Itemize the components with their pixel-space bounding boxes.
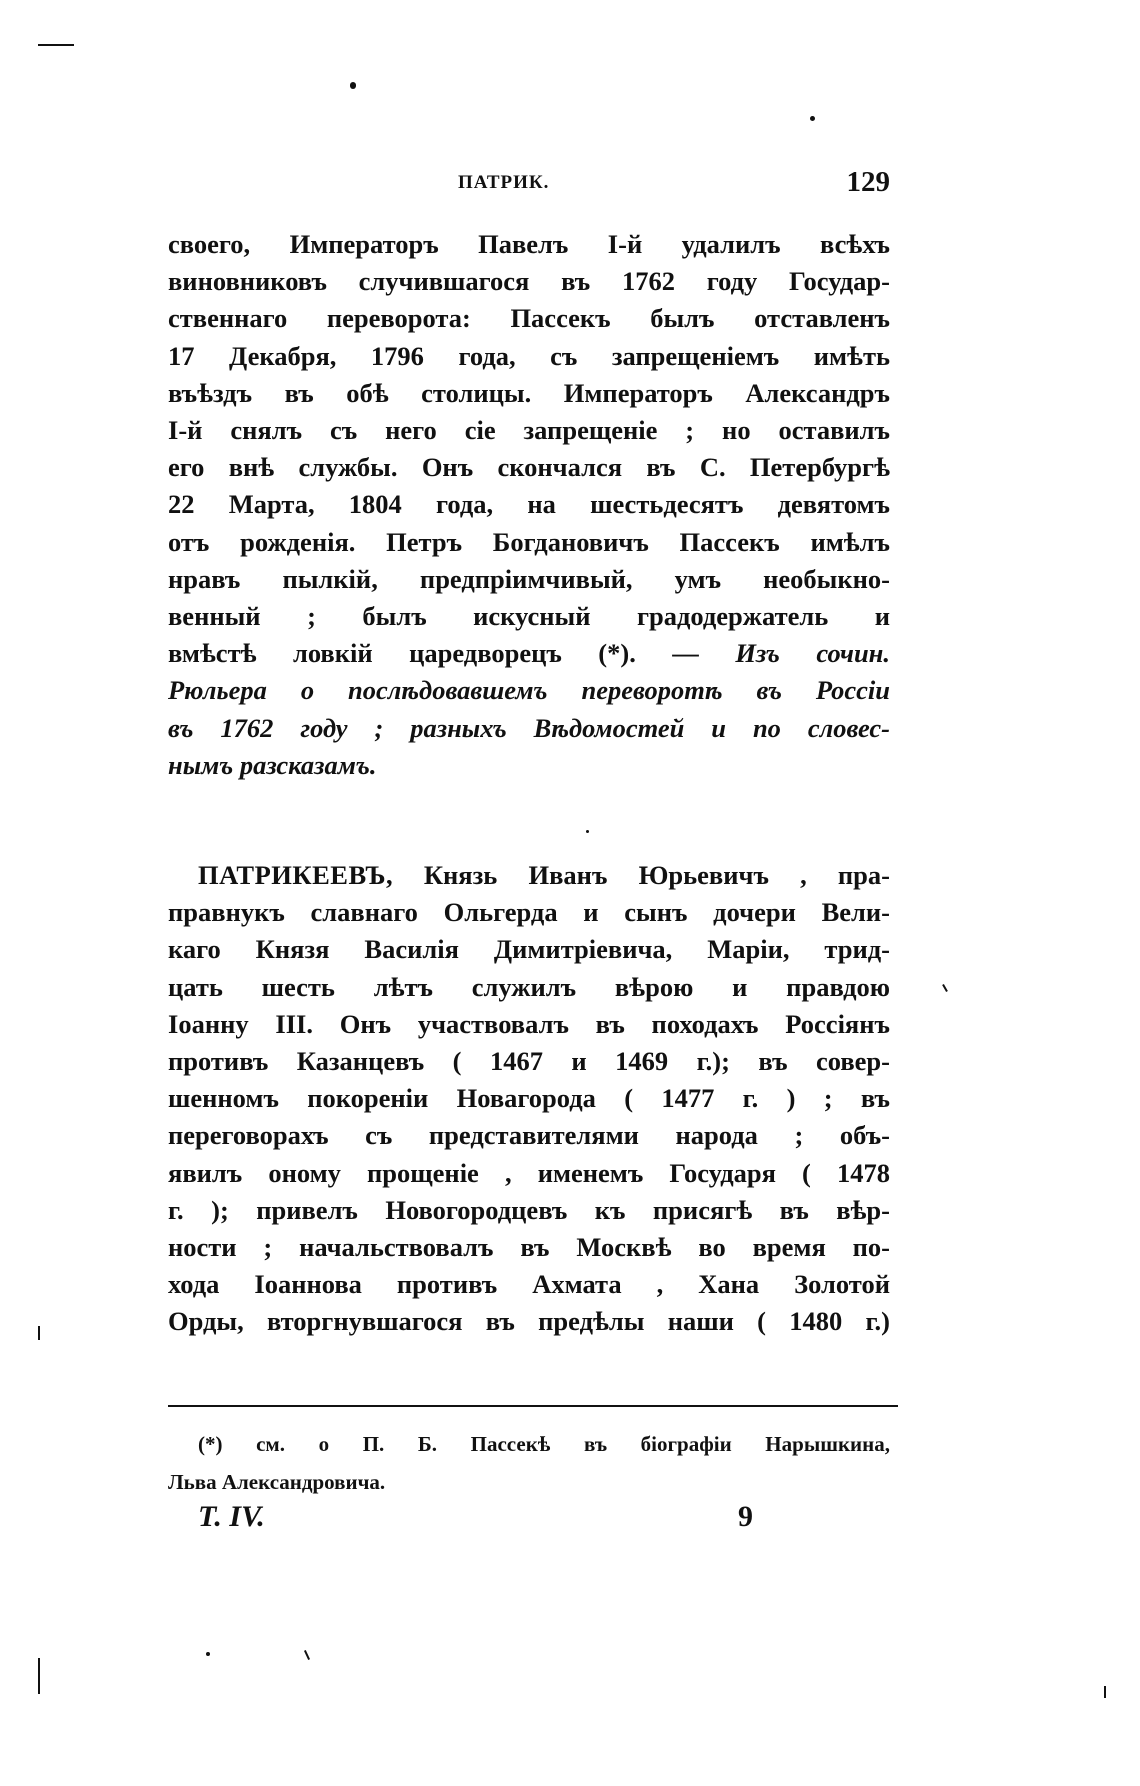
scan-mark-left (38, 1326, 40, 1340)
text-line: противъ Казанцевъ ( 1467 и 1469 г.); въ совер- (168, 1046, 890, 1077)
text-line: каго Князя Василія Димитріевича, Маріи, трид- (168, 934, 890, 965)
sheet-number: 9 (738, 1500, 753, 1533)
running-head: ПАТРИК. (458, 172, 550, 193)
text-line: г. ); привелъ Новогородцевъ къ присягѣ въ вѣр- (168, 1194, 890, 1225)
text-line: 22 Марта, 1804 года, на шестьдесятъ девятомъ (168, 489, 890, 520)
text-line: I-й снялъ съ него сіе запрещеніе ; но оставилъ (168, 415, 890, 446)
text-segment: вмѣстѣ ловкій царедворецъ (*). — (168, 638, 699, 669)
text-line: въѣздъ въ обѣ столицы. Императоръ Александръ (168, 377, 890, 408)
footnote (168, 1425, 890, 1501)
page-number: 129 (846, 166, 890, 198)
text-line: нравъ пылкій, предпріимчивый, умъ необыкно- (168, 563, 890, 594)
footnote-rule (168, 1405, 898, 1407)
scan-mark-bottom-left (38, 1658, 40, 1694)
text-line: Іоанну III. Онъ участвовалъ въ походахъ Россіянъ (168, 1008, 890, 1039)
scan-dot-bottom-1 (206, 1652, 210, 1656)
footnote-line: Льва Александровича. (168, 1470, 386, 1494)
text-line: отъ рожденія. Петръ Богдановичъ Пассекъ имѣлъ (168, 526, 890, 557)
page-header (168, 166, 890, 206)
scan-mark-right (942, 984, 948, 992)
scan-mark-bottom-2 (304, 1650, 310, 1660)
text-line: виновниковъ случившагося въ 1762 году Государ- (168, 266, 890, 297)
source-citation-start: Изъ сочин. (735, 638, 891, 669)
text-line: хода Іоаннова противъ Ахмата , Хана Золотой (168, 1269, 890, 1300)
text-line: цать шесть лѣтъ служилъ вѣрою и правдою (168, 971, 890, 1002)
entry-patrikeev (168, 857, 890, 1341)
scan-dot-top (350, 82, 356, 89)
text-line: его внѣ службы. Онъ скончался въ С. Петербургѣ (168, 452, 890, 483)
text-line: ности ; начальствовалъ въ Москвѣ во время по- (168, 1232, 890, 1263)
text-line-with-source (168, 635, 890, 672)
text-line: своего, Императоръ Павелъ I-й удалилъ всѣхъ (168, 229, 890, 259)
volume-mark: Т. IV. (198, 1500, 265, 1533)
scan-mark-top-left (38, 44, 74, 46)
signature-line (168, 1500, 890, 1540)
text-segment: , Князь Иванъ Юрьевичъ , пра- (386, 860, 890, 890)
source-citation-line: Рюльера о послѣдовавшемъ переворотѣ въ Россіи (168, 675, 890, 706)
text-line: шенномъ покореніи Новагорода ( 1477 г. ) ; въ (168, 1083, 890, 1114)
text-line: венный ; былъ искусный градодержатель и (168, 601, 890, 632)
text-line: правнукъ славнаго Ольгерда и сынъ дочери Вели- (168, 897, 890, 928)
scan-dot-mid (586, 830, 589, 833)
text-line: явилъ оному прощеніе , именемъ Государя ( 1478 (168, 1157, 890, 1188)
scan-dot-top-right (810, 116, 815, 121)
entry-headword: ПАТРИКЕЕВЪ (198, 860, 387, 890)
scan-mark-bottom-right (1104, 1686, 1106, 1698)
footnote-line: (*) см. о П. Б. Пассекѣ въ біографіи Нарышкина, (198, 1432, 890, 1456)
source-citation-line: въ 1762 году ; разныхъ Вѣдомостей и по словес- (168, 712, 890, 743)
text-line: Орды, вторгнувшагося въ предѣлы наши ( 1480 г.) (168, 1306, 890, 1337)
text-line: 17 Декабря, 1796 года, съ запрещеніемъ имѣть (168, 340, 890, 371)
text-line: ственнаго переворота: Пассекъ былъ отставленъ (168, 303, 890, 334)
entry-continued (168, 226, 890, 784)
entry-first-line (168, 857, 890, 894)
source-citation-line: нымъ разсказамъ. (168, 749, 377, 780)
text-line: переговорахъ съ представителями народа ; объ- (168, 1120, 890, 1151)
